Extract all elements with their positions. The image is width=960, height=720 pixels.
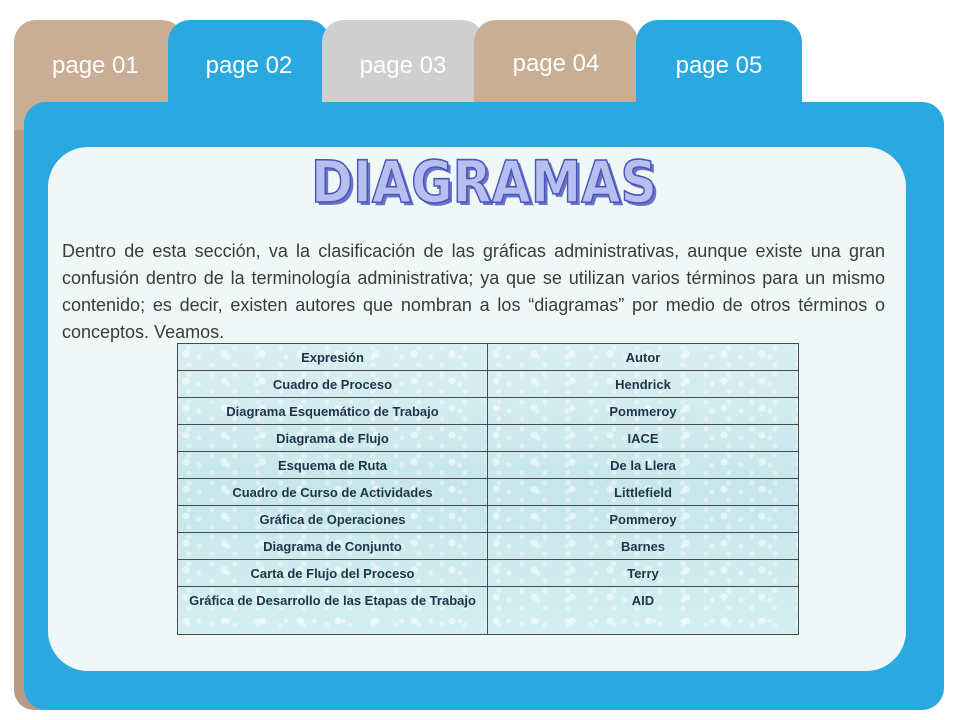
table-row (178, 479, 799, 506)
terminology-table (177, 343, 799, 635)
table-row (178, 452, 799, 479)
tab-label: page 03 (359, 52, 447, 79)
cell-autor: Terry (488, 560, 799, 587)
cell-expresion: Cuadro de Proceso (178, 371, 488, 398)
cell-expresion: Carta de Flujo del Proceso (178, 560, 488, 587)
cell-autor: De la Llera (488, 452, 799, 479)
cell-autor: Hendrick (488, 371, 799, 398)
table-row (178, 425, 799, 452)
page-title (300, 145, 670, 215)
cell-expresion: Diagrama de Conjunto (178, 533, 488, 560)
table-row (178, 560, 799, 587)
cell-autor: Littlefield (488, 479, 799, 506)
cell-expresion: Cuadro de Curso de Actividades (178, 479, 488, 506)
header-expresion: Expresión (178, 344, 488, 371)
cell-expresion: Diagrama Esquemático de Trabajo (178, 398, 488, 425)
table-header-row (178, 344, 799, 371)
cell-expresion: Diagrama de Flujo (178, 425, 488, 452)
cell-expresion: Gráfica de Operaciones (178, 506, 488, 533)
cell-autor: Barnes (488, 533, 799, 560)
header-autor: Autor (488, 344, 799, 371)
tab-label: page 04 (512, 50, 600, 77)
cell-autor: IACE (488, 425, 799, 452)
title-shadow: DIAGRAMAS (314, 151, 660, 215)
cell-autor: AID (488, 587, 799, 635)
table-row (178, 398, 799, 425)
table-row (178, 371, 799, 398)
table-row (178, 506, 799, 533)
table-row (178, 533, 799, 560)
cell-expresion: Esquema de Ruta (178, 452, 488, 479)
tab-label: page 02 (205, 52, 293, 79)
cell-autor: Pommeroy (488, 506, 799, 533)
title-text: DIAGRAMAS (311, 148, 657, 215)
cell-expresion: Gráfica de Desarrollo de las Etapas de Trabajo (178, 587, 488, 635)
tab-label: page 01 (52, 52, 139, 79)
cell-autor: Pommeroy (488, 398, 799, 425)
table-row (178, 587, 799, 635)
intro-paragraph: Dentro de esta sección, va la clasificación de las gráficas administrativas, aunque existe una gran confusión dentro de la terminología administrativa; ya que se utilizan varios términos para un mismo contenido; es decir, existen autores que nombran a los “diagramas” por medio de otros términos o conceptos. Veamos. (62, 241, 885, 342)
tab-label: page 05 (675, 52, 763, 79)
